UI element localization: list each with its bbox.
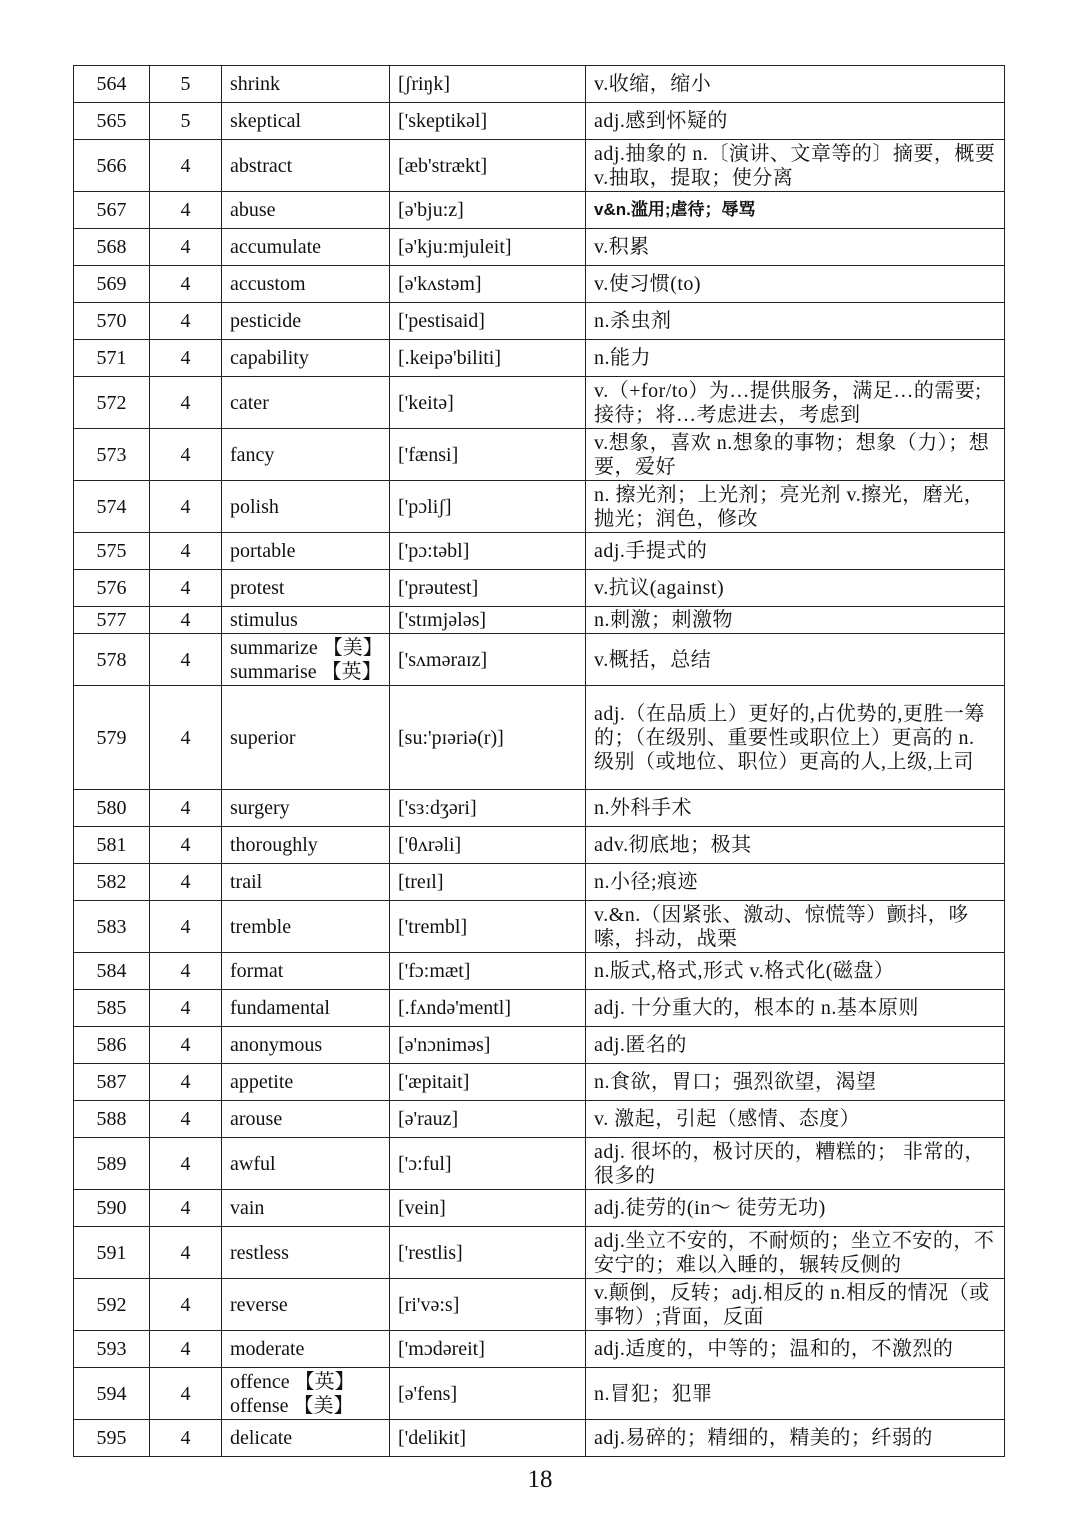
word: accustom <box>222 266 390 303</box>
phonetic: [ə'kju:mjuleit] <box>390 229 586 266</box>
word: accumulate <box>222 229 390 266</box>
frequency: 4 <box>150 481 222 533</box>
table-row <box>74 901 1005 953</box>
word: appetite <box>222 1064 390 1101</box>
definition: adj.适度的，中等的；温和的，不激烈的 <box>586 1331 1005 1368</box>
phonetic: ['sɜːdʒəri] <box>390 790 586 827</box>
frequency: 5 <box>150 103 222 140</box>
word-variant: offense 【美】 <box>230 1394 354 1417</box>
entry-number: 580 <box>74 790 150 827</box>
phonetic: [.keipə'biliti] <box>390 340 586 377</box>
frequency: 4 <box>150 901 222 953</box>
entry-number: 591 <box>74 1227 150 1279</box>
table-row <box>74 1368 1005 1420</box>
entry-number: 575 <box>74 533 150 570</box>
frequency: 4 <box>150 377 222 429</box>
word: shrink <box>222 66 390 103</box>
word: moderate <box>222 1331 390 1368</box>
word: arouse <box>222 1101 390 1138</box>
definition: n.杀虫剂 <box>586 303 1005 340</box>
phonetic: ['stɪmjələs] <box>390 607 586 634</box>
word <box>222 634 390 686</box>
definition: adj.易碎的；精细的，精美的；纤弱的 <box>586 1420 1005 1457</box>
entry-number: 564 <box>74 66 150 103</box>
definition: v.（+for/to）为…提供服务，满足…的需要;接待；将…考虑进去，考虑到 <box>586 377 1005 429</box>
word: anonymous <box>222 1027 390 1064</box>
table-row <box>74 1227 1005 1279</box>
definition: n.刺激；刺激物 <box>586 607 1005 634</box>
phonetic: ['trembl] <box>390 901 586 953</box>
word <box>222 1368 390 1420</box>
phonetic: [su:'pɪəriə(r)] <box>390 686 586 790</box>
entry-number: 571 <box>74 340 150 377</box>
table-row <box>74 1064 1005 1101</box>
entry-number: 578 <box>74 634 150 686</box>
word: delicate <box>222 1420 390 1457</box>
entry-number: 569 <box>74 266 150 303</box>
table-row <box>74 570 1005 607</box>
vocabulary-table <box>73 65 1005 1457</box>
entry-number: 566 <box>74 140 150 192</box>
definition: n.能力 <box>586 340 1005 377</box>
frequency: 4 <box>150 1190 222 1227</box>
word: portable <box>222 533 390 570</box>
table-row <box>74 1027 1005 1064</box>
definition: n.小径;痕迹 <box>586 864 1005 901</box>
phonetic: ['fænsi] <box>390 429 586 481</box>
word: tremble <box>222 901 390 953</box>
word: capability <box>222 340 390 377</box>
frequency: 4 <box>150 1027 222 1064</box>
frequency: 4 <box>150 429 222 481</box>
phonetic: ['pɔliʃ] <box>390 481 586 533</box>
entry-number: 593 <box>74 1331 150 1368</box>
entry-number: 581 <box>74 827 150 864</box>
word: trail <box>222 864 390 901</box>
definition: v.颠倒，反转；adj.相反的 n.相反的情况（或事物）;背面，反面 <box>586 1279 1005 1331</box>
phonetic: [ri'və:s] <box>390 1279 586 1331</box>
phonetic: ['keitə] <box>390 377 586 429</box>
table-row <box>74 303 1005 340</box>
frequency: 4 <box>150 634 222 686</box>
table-row <box>74 1279 1005 1331</box>
definition: adj. 十分重大的，根本的 n.基本原则 <box>586 990 1005 1027</box>
table-row <box>74 429 1005 481</box>
definition: v.抗议(against) <box>586 570 1005 607</box>
frequency: 4 <box>150 827 222 864</box>
frequency: 4 <box>150 1279 222 1331</box>
vocabulary-table-body <box>74 66 1005 1457</box>
table-row <box>74 1190 1005 1227</box>
entry-number: 587 <box>74 1064 150 1101</box>
word: stimulus <box>222 607 390 634</box>
definition: adj.（在品质上）更好的,占优势的,更胜一筹的；（在级别、重要性或职位上）更高的 n. 级别（或地位、职位）更高的人,上级,上司 <box>586 686 1005 790</box>
definition: v.想象，喜欢 n.想象的事物；想象（力）；想要，爱好 <box>586 429 1005 481</box>
frequency: 4 <box>150 140 222 192</box>
table-row <box>74 1331 1005 1368</box>
phonetic: [ə'fens] <box>390 1368 586 1420</box>
phonetic: [æb'strækt] <box>390 140 586 192</box>
definition: v.收缩，缩小 <box>586 66 1005 103</box>
phonetic: ['delikit] <box>390 1420 586 1457</box>
frequency: 4 <box>150 340 222 377</box>
phonetic: [ə'kʌstəm] <box>390 266 586 303</box>
entry-number: 572 <box>74 377 150 429</box>
word: restless <box>222 1227 390 1279</box>
table-row <box>74 266 1005 303</box>
definition: adv.彻底地；极其 <box>586 827 1005 864</box>
entry-number: 584 <box>74 953 150 990</box>
word: thoroughly <box>222 827 390 864</box>
frequency: 4 <box>150 607 222 634</box>
frequency: 4 <box>150 1101 222 1138</box>
phonetic: ['mɔdəreit] <box>390 1331 586 1368</box>
entry-number: 589 <box>74 1138 150 1190</box>
table-row <box>74 377 1005 429</box>
entry-number: 592 <box>74 1279 150 1331</box>
phonetic: [vein] <box>390 1190 586 1227</box>
entry-number: 590 <box>74 1190 150 1227</box>
phonetic: ['pɔ:təbl] <box>390 533 586 570</box>
table-row <box>74 1420 1005 1457</box>
definition: v.使习惯(to) <box>586 266 1005 303</box>
word: polish <box>222 481 390 533</box>
frequency: 4 <box>150 533 222 570</box>
definition: adj.匿名的 <box>586 1027 1005 1064</box>
table-row <box>74 827 1005 864</box>
table-row <box>74 790 1005 827</box>
table-row <box>74 686 1005 790</box>
word-variant: summarise 【英】 <box>230 660 382 683</box>
phonetic: ['prəutest] <box>390 570 586 607</box>
entry-number: 595 <box>74 1420 150 1457</box>
word: skeptical <box>222 103 390 140</box>
table-row <box>74 533 1005 570</box>
word: surgery <box>222 790 390 827</box>
definition: n. 擦光剂；上光剂；亮光剂 v.擦光，磨光，抛光；润色，修改 <box>586 481 1005 533</box>
definition: v.&n.（因紧张、激动、惊慌等）颤抖，哆嗦，抖动，战栗 <box>586 901 1005 953</box>
word: vain <box>222 1190 390 1227</box>
table-row <box>74 340 1005 377</box>
phonetic: ['pestisaid] <box>390 303 586 340</box>
entry-number: 586 <box>74 1027 150 1064</box>
definition: n.冒犯；犯罪 <box>586 1368 1005 1420</box>
phonetic: [ə'nɔniməs] <box>390 1027 586 1064</box>
phonetic: [ə'rauz] <box>390 1101 586 1138</box>
phonetic: [ə'bju:z] <box>390 192 586 229</box>
entry-number: 579 <box>74 686 150 790</box>
phonetic: ['restlis] <box>390 1227 586 1279</box>
phonetic: [treɪl] <box>390 864 586 901</box>
frequency: 5 <box>150 66 222 103</box>
frequency: 4 <box>150 1227 222 1279</box>
table-row <box>74 66 1005 103</box>
phonetic: ['fɔ:mæt] <box>390 953 586 990</box>
word: fundamental <box>222 990 390 1027</box>
frequency: 4 <box>150 1064 222 1101</box>
definition: v.积累 <box>586 229 1005 266</box>
entry-number: 585 <box>74 990 150 1027</box>
frequency: 4 <box>150 266 222 303</box>
table-row <box>74 864 1005 901</box>
word: format <box>222 953 390 990</box>
definition: v&n.滥用;虐待；辱骂 <box>586 192 1005 229</box>
phonetic: ['ɔ:ful] <box>390 1138 586 1190</box>
frequency: 4 <box>150 192 222 229</box>
word: pesticide <box>222 303 390 340</box>
word: protest <box>222 570 390 607</box>
frequency: 4 <box>150 570 222 607</box>
word: abstract <box>222 140 390 192</box>
frequency: 4 <box>150 1420 222 1457</box>
table-row <box>74 140 1005 192</box>
entry-number: 573 <box>74 429 150 481</box>
entry-number: 568 <box>74 229 150 266</box>
definition: adj.坐立不安的，不耐烦的；坐立不安的，不安宁的；难以入睡的，辗转反侧的 <box>586 1227 1005 1279</box>
definition: adj.抽象的 n.〔演讲、文章等的〕摘要，概要 v.抽取，提取；使分离 <box>586 140 1005 192</box>
table-row <box>74 634 1005 686</box>
frequency: 4 <box>150 1138 222 1190</box>
entry-number: 583 <box>74 901 150 953</box>
definition: v. 激起，引起（感情、态度） <box>586 1101 1005 1138</box>
entry-number: 570 <box>74 303 150 340</box>
entry-number: 582 <box>74 864 150 901</box>
word: reverse <box>222 1279 390 1331</box>
definition: adj.感到怀疑的 <box>586 103 1005 140</box>
table-row <box>74 1101 1005 1138</box>
definition: adj. 很坏的，极讨厌的，糟糕的； 非常的，很多的 <box>586 1138 1005 1190</box>
entry-number: 588 <box>74 1101 150 1138</box>
frequency: 4 <box>150 1368 222 1420</box>
entry-number: 565 <box>74 103 150 140</box>
frequency: 4 <box>150 864 222 901</box>
table-row <box>74 953 1005 990</box>
entry-number: 594 <box>74 1368 150 1420</box>
table-row <box>74 990 1005 1027</box>
phonetic: [.fʌndə'mentl] <box>390 990 586 1027</box>
definition: n.食欲，胃口；强烈欲望，渴望 <box>586 1064 1005 1101</box>
definition: adj.徒劳的(in～ 徒劳无功) <box>586 1190 1005 1227</box>
entry-number: 567 <box>74 192 150 229</box>
table-row <box>74 481 1005 533</box>
word-variant: summarize 【美】 <box>230 636 383 659</box>
table-row <box>74 229 1005 266</box>
entry-number: 574 <box>74 481 150 533</box>
entry-number: 577 <box>74 607 150 634</box>
frequency: 4 <box>150 790 222 827</box>
phonetic: ['skeptikəl] <box>390 103 586 140</box>
phonetic: ['æpitait] <box>390 1064 586 1101</box>
entry-number: 576 <box>74 570 150 607</box>
definition: adj.手提式的 <box>586 533 1005 570</box>
phonetic: ['sʌməraɪz] <box>390 634 586 686</box>
frequency: 4 <box>150 303 222 340</box>
word: fancy <box>222 429 390 481</box>
phonetic: ['θʌrəli] <box>390 827 586 864</box>
frequency: 4 <box>150 953 222 990</box>
frequency: 4 <box>150 1331 222 1368</box>
frequency: 4 <box>150 229 222 266</box>
word: abuse <box>222 192 390 229</box>
word: awful <box>222 1138 390 1190</box>
word: superior <box>222 686 390 790</box>
frequency: 4 <box>150 686 222 790</box>
word: cater <box>222 377 390 429</box>
definition: n.外科手术 <box>586 790 1005 827</box>
word-variant: offence 【英】 <box>230 1370 355 1393</box>
table-row <box>74 103 1005 140</box>
page-number: 18 <box>527 1466 553 1493</box>
phonetic: [ʃriŋk] <box>390 66 586 103</box>
table-row <box>74 192 1005 229</box>
definition: v.概括，总结 <box>586 634 1005 686</box>
table-row <box>74 1138 1005 1190</box>
frequency: 4 <box>150 990 222 1027</box>
definition: n.版式,格式,形式 v.格式化(磁盘） <box>586 953 1005 990</box>
table-row <box>74 607 1005 634</box>
